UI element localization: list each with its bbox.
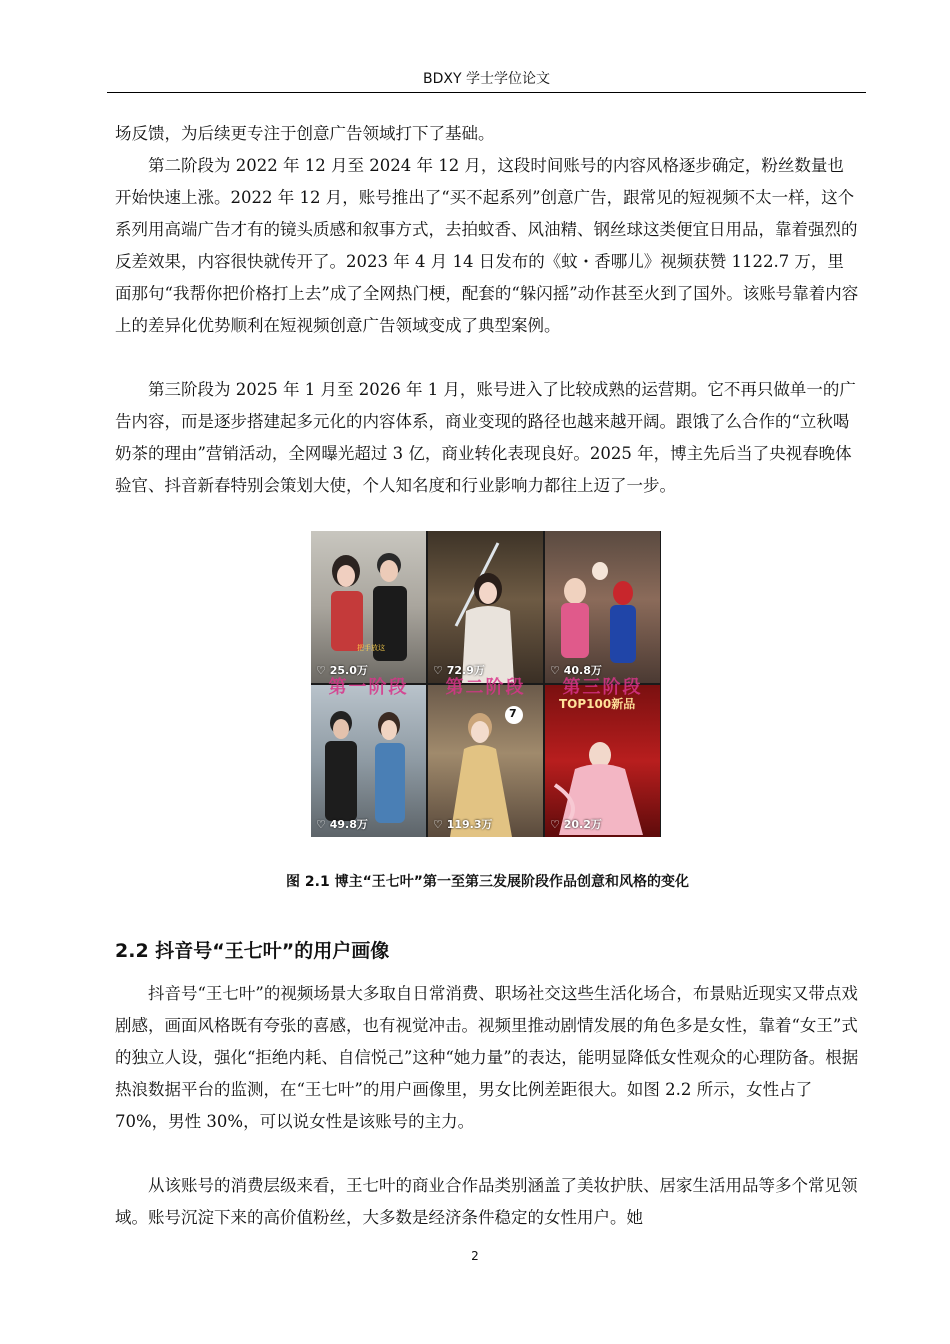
video-thumbnail [428, 531, 543, 683]
paragraph-stage-two: 第二阶段为 2022 年 12 月至 2024 年 12 月，这段时间账号的内容风格逐步确定，粉丝数量也开始快速上涨。2022 年 12 月，账号推出了“买不起系列”创意广告，跟常见的短视频不太一样，这个系列用高端广告才有的镜头质感和叙事方式，去拍蚊香、风油精、钢丝球这类便宜日用品，靠着强烈的反差效果，内容很快就传开了。2023 年 4 月 14 日发布的《蚊・香哪儿》视频获赞 1122.7 万，里面那句“我帮你把价格打上去”成了全网热门梗，配套的“躲闪摇”动作甚至火到了国外。该账号靠着内容上的差异化优势顺利在短视频创意广告领域变成了典型案例。 [115, 156, 859, 335]
like-count: ♡ 25.0万 [316, 664, 368, 677]
video-thumbnail [311, 685, 426, 837]
paragraph-stage-three: 第三阶段为 2025 年 1 月至 2026 年 1 月，账号进入了比较成熟的运营期。它不再只做单一的广告内容，而是逐步搭建起多元化的内容体系，商业变现的路径也越来越开阔。跟饿了么合作的“立秋喝奶茶的理由”营销活动，全网曝光超过 3 亿，商业转化表现良好。2025 年，博主先后当了央视春晚体验官、抖音新春特别会策划大使，个人知名度和行业影响力都往上迈了一步。 [115, 380, 856, 495]
video-thumbnail [545, 531, 660, 683]
running-header: BDXY 学士学位论文 [423, 71, 550, 87]
stage-label-three: 第三阶段 [562, 677, 643, 698]
figure-caption: 图 2.1 博主“王七叶”第一至第三发展阶段作品创意和风格的变化 [286, 874, 689, 890]
paragraph-user-profile: 抖音号“王七叶”的视频场景大多取自日常消费、职场社交这些生活化场合，布景贴近现实又带点戏剧感，画面风格既有夸张的喜感，也有视觉冲击。视频里推动剧情发展的角色多是女性，靠着“女王”式的独立人设，强化“拒绝内耗、自信悦己”这种“她力量”的表达，能明显降低女性观众的心理防备。根据热浪数据平台的监测，在“王七叶”的用户画像里，男女比例差距很大。如图 2.2 所示，女性占了 70%，男性 30%，可以说女性是该账号的主力。 [115, 984, 859, 1131]
thumbnail-overlay-text: TOP100新品 [559, 697, 636, 711]
video-thumbnail [428, 685, 543, 837]
video-thumbnail [545, 685, 660, 837]
like-count: ♡ 49.8万 [316, 818, 368, 831]
stage-label-two: 第二阶段 [445, 677, 526, 698]
like-count: ♡ 20.2万 [550, 818, 602, 831]
thumbnail-illustration [428, 685, 543, 837]
figure-video-collage [311, 531, 661, 837]
paragraph-consumption-level: 从该账号的消费层级来看，王七叶的商业合作品类别涵盖了美妆护肤、居家生活用品等多个常见领域。账号沉淀下来的高价值粉丝，大多数是经济条件稳定的女性用户。她 [115, 1176, 858, 1227]
thumbnail-illustration [311, 531, 426, 683]
thumbnail-illustration [428, 531, 543, 683]
page-number: 2 [471, 1249, 479, 1263]
like-count: ♡ 119.3万 [433, 818, 493, 831]
paddle-number: 7 [509, 707, 517, 720]
like-count: ♡ 72.9万 [433, 664, 485, 677]
thumbnail-overlay-text: 把手放这 [357, 644, 385, 652]
like-count: ♡ 40.8万 [550, 664, 602, 677]
paragraph-continued: 场反馈，为后续更专注于创意广告领域打下了基础。 [115, 124, 495, 143]
video-thumbnail [311, 531, 426, 683]
header-rule [107, 92, 866, 93]
section-heading: 2.2 抖音号“王七叶”的用户画像 [115, 940, 390, 962]
thumbnail-illustration [311, 685, 426, 837]
thumbnail-illustration [545, 531, 660, 683]
stage-label-one: 第一阶段 [328, 677, 409, 698]
